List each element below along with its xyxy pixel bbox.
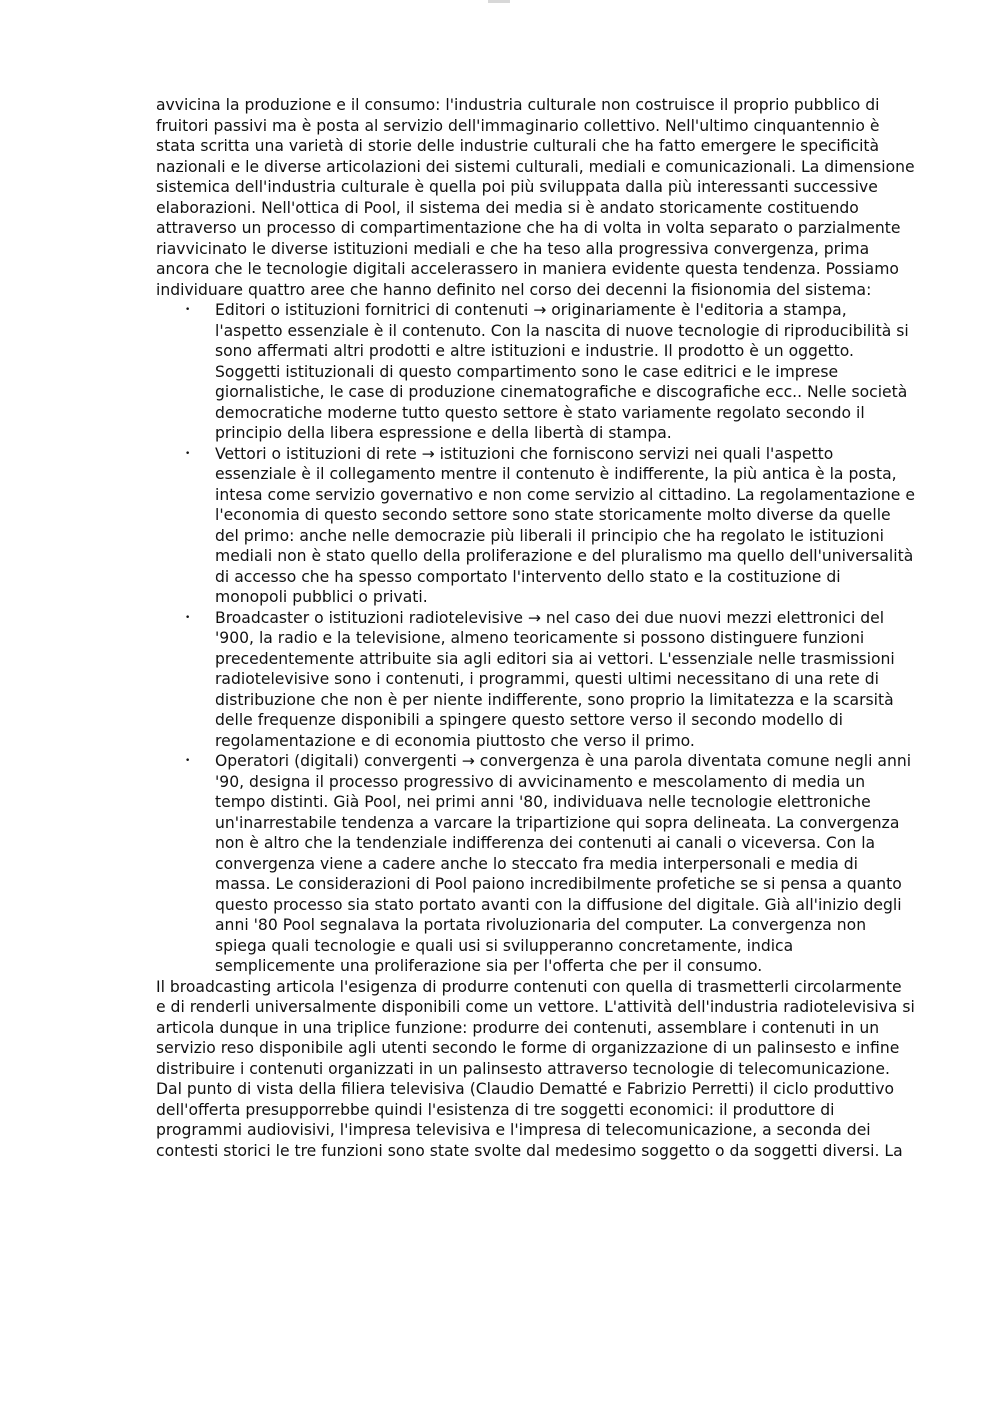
bullet-icon: • bbox=[185, 756, 191, 766]
page-header-mark bbox=[488, 0, 510, 3]
document-page bbox=[156, 95, 916, 1161]
list-item bbox=[185, 608, 916, 752]
bullet-icon: • bbox=[185, 305, 191, 315]
closing-paragraph: Il broadcasting articola l'esigenza di produrre contenuti con quella di trasmetterli circolarmente e di renderli universalmente disponibili come un vettore. L'attività dell'industria radiotelevisiva si articola dunque in una triplice funzione: produrre dei contenuti, assemblare i contenuti in un servizio reso disponibile agli utenti secondo le forme di organizzazione di un palinsesto e infine distribuire i contenuti organizzati in un palinsesto attraverso tecnologie di telecomunicazione. Dal punto di vista della filiera televisiva (Claudio Dematté e Fabrizio Perretti) il ciclo produttivo dell'offerta presupporrebbe quindi l'esistenza di tre soggetti economici: il produttore di programmi audiovisivi, l'impresa televisiva e l'impresa di telecomunicazione, a seconda dei contesti storici le tre funzioni sono state svolte dal medesimo soggetto o da soggetti diversi. La bbox=[156, 977, 915, 1160]
list-item bbox=[185, 444, 916, 608]
list-item-text: Broadcaster o istituzioni radiotelevisive → nel caso dei due nuovi mezzi elettronici del '900, la radio e la televisione, almeno teoricamente si possono distinguere funzioni precedentemente attribuite sia agli editori sia ai vettori. L'essenziale nelle trasmissioni radiotelevisive sono i contenuti, i programmi, questi ultimi necessitano di una rete di distribuzione che non è per niente indifferente, sono proprio la limitatezza e la scarsità delle frequenze disponibili a spingere questo settore verso il secondo modello di regolamentazione e di economia piuttosto che verso il primo. bbox=[215, 608, 895, 750]
media-areas-list bbox=[156, 300, 916, 977]
list-item-text: Vettori o istituzioni di rete → istituzioni che forniscono servizi nei quali l'aspetto essenziale è il collegamento mentre il contenuto è indifferente, la più antica è la posta, intesa come servizio governativo e non come servizio al cittadino. La regolamentazione e l'economia di questo secondo settore sono state storicamente molto diverse da quelle del primo: anche nelle democrazie più liberali il principio che ha regolato le istituzioni mediali non è stato quello della proliferazione e del pluralismo ma quello dell'universalità di accesso che ha spesso comportato l'intervento dello stato e la costituzione di monopoli pubblici o privati. bbox=[215, 444, 915, 606]
bullet-icon: • bbox=[185, 448, 191, 459]
list-item bbox=[185, 751, 916, 977]
intro-paragraph: avvicina la produzione e il consumo: l'industria culturale non costruisce il proprio pubblico di fruitori passivi ma è posta al servizio dell'immaginario collettivo. Nell'ultimo cinquantennio è stata scritta una varietà di storie delle industrie culturali che ha fatto emergere le specificità nazionali e le diverse articolazioni dei sistemi culturali, mediali e comunicazionali. La dimensione sistemica dell'industria culturale è quella poi più sviluppata dalla più interessanti successive elaborazioni. Nell'ottica di Pool, il sistema dei media si è andato storicamente costituendo attraverso un processo di compartimentazione che ha di volta in volta separato o parzialmente riavvicinato le diverse istituzioni mediali e che ha teso alla progressiva convergenza, prima ancora che le tecnologie digitali accelerassero in maniera evidente questa tendenza. Possiamo individuare quattro aree che hanno definito nel corso dei decenni la fisionomia del sistema: bbox=[156, 96, 915, 299]
list-item-text: Operatori (digitali) convergenti → convergenza è una parola diventata comune negli anni '90, designa il processo progressivo di avvicinamento e mescolamento di media un tempo distinti. Già Pool, nei primi anni '80, individuava nelle tecnologie elettroniche un'inarrestabile tendenza a varcare la tripartizione qui sopra delineata. La convergenza non è altro che la tendenziale indifferenza dei contenuti ai canali o viceversa. Con la convergenza viene a cadere anche lo steccato fra media interpersonali e media di massa. Le considerazioni di Pool paiono incredibilmente profetiche se si pensa a quanto questo processo sia stato portato avanti con la diffusione del digitale. Già all'inizio degli anni '80 Pool segnalava la portata rivoluzionaria del computer. La convergenza non spiega quali tecnologie e quali usi si svilupperanno concretamente, indica semplicemente una proliferazione sia per l'offerta che per il consumo. bbox=[215, 752, 912, 975]
bullet-icon: • bbox=[185, 612, 191, 623]
list-item bbox=[185, 300, 916, 444]
list-item-text: Editori o istituzioni fornitrici di contenuti → originariamente è l'editoria a stampa, l'aspetto essenziale è il contenuto. Con la nascita di nuove tecnologie di riproducibilità si sono affermati altri prodotti e altre istituzioni e industrie. Il prodotto è un oggetto. Soggetti istituzionali di questo compartimento sono le case editrici e le imprese giornalistiche, le case di produzione cinematografiche e discografiche ecc.. Nelle società democratiche moderne tutto questo settore è stato variamente regolato secondo il principio della libera espressione e della libertà di stampa. bbox=[215, 301, 909, 442]
